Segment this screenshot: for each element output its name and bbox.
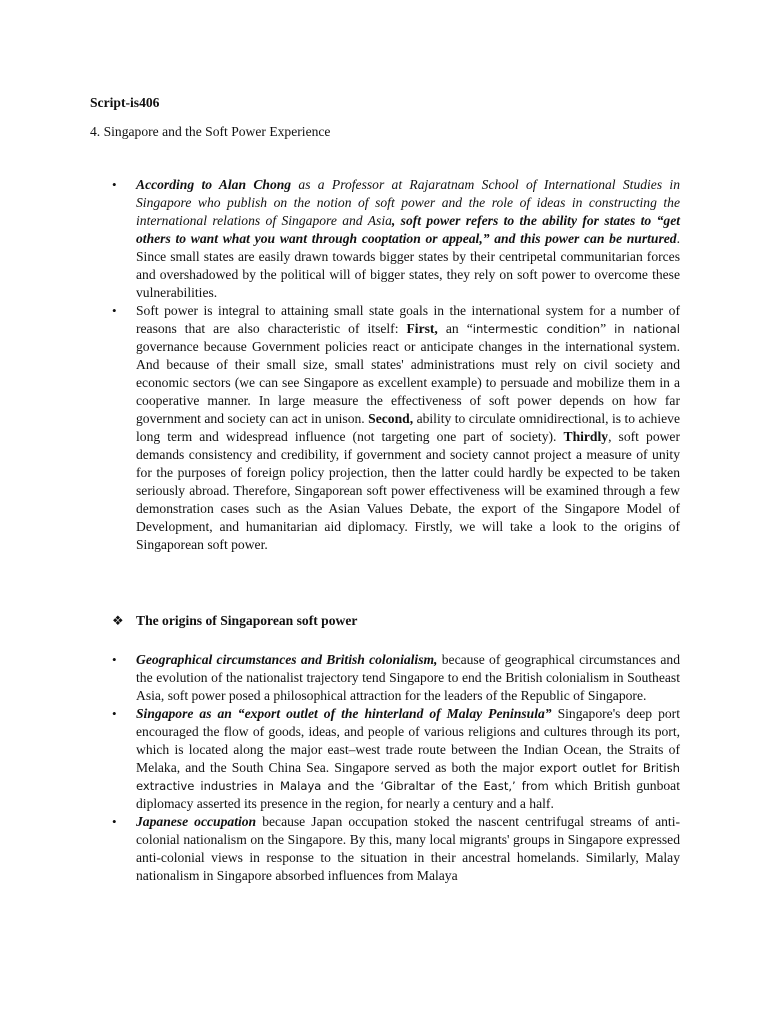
text-run: First, (406, 321, 438, 336)
bullet-text (136, 177, 680, 300)
bullet-dot-icon: • (112, 706, 117, 721)
text-run: in national (614, 322, 680, 336)
text-run: Geographical circumstances and British colonialism, (136, 652, 438, 667)
bullet-text (136, 706, 680, 811)
bullet-text (136, 652, 680, 703)
text-run: intermestic condition (472, 322, 601, 336)
bullet-text (136, 303, 680, 552)
bullet-dot-icon: • (112, 814, 117, 829)
bullet-dot-icon: • (112, 177, 117, 192)
text-run: Soft power is integral to attaining small state goals in the international system for a number of reasons that are also characteristic of itself: (136, 303, 680, 336)
text-run: , soft power refers to the ability for states to “get others to want what you want through cooptation or appeal,” and this power can be nurtured (136, 213, 680, 246)
subsection-heading-label: The origins of Singaporean soft power (136, 613, 358, 628)
bullet-item-export-outlet (0, 705, 768, 813)
section-heading: 4. Singapore and the Soft Power Experience (90, 124, 331, 139)
text-run: . Since small states are easily drawn towards bigger states by their centripetal communitarian forces and overshadowed by the political will of bigger states, they rely on soft power to overcome these vulnerabilities. (136, 231, 680, 300)
text-run: governance because Government policies react or anticipate changes in the international system. And because of their small size, small states' administrations must rely on civil society and economic sectors (we can see Singapore as excellent example) to persuade and mobilize them in a cooperative manner. In large measure the effectiveness of soft power depends on how far government and society can act in unison. (136, 339, 680, 426)
text-run: , soft power demands consistency and credibility, if government and society cannot project a measure of unity for the purposes of foreign policy projection, then the latter could hardly be expected to be taken seriously abroad. Therefore, Singaporean soft power effectiveness will be examined through a few demonstration cases such as the Asian Values Debate, the export of the Singapore Model of Development, and humanitarian aid diplomacy. Firstly, we will take a look to the origins of Singaporean soft power. (136, 429, 680, 552)
text-run: According to Alan Chong (136, 177, 292, 192)
section-bullet-list (0, 176, 768, 554)
text-run: as a Professor at Rajaratnam School of International Studies in Singapore who publish on the notion of soft power and the role of ideas in constructing the international relations of Singapore and Asia (136, 177, 681, 228)
text-run: because Japan occupation stoked the nascent centrifugal streams of anti-colonial nationalism on the Singapore. By this, many local migrants' groups in Singapore expressed anti-colonial views in response to the situation in their ancestral homelands. Similarly, Malay nationalism in Singapore absorbed influences from Malaya (136, 814, 681, 883)
document-title: Script-is406 (90, 95, 160, 110)
text-run: ” (600, 321, 615, 336)
bullet-item-alan-chong (0, 176, 768, 302)
bullet-text (136, 814, 680, 883)
text-run: Second, (368, 411, 414, 426)
bullet-item-japanese-occupation (0, 813, 768, 885)
text-run: Thirdly (563, 429, 609, 444)
text-run: Singapore as an “export outlet of the hinterland of Malay Peninsula” (136, 706, 552, 721)
text-run: Singapore's deep port encouraged the flow of goods, ideas, and people of various religions and cultures through its port, which is located along the major east–west trade route between the Indian Ocean, the Straits of Melaka, and the South China Sea. Singapore served as both the major (136, 706, 680, 775)
text-run: because of geographical circumstances and the evolution of the nationalist trajectory tend Singapore to end the British colonialism in Southeast Asia, soft power posed a philosophical attraction for the leaders of the Republic of Singapore. (136, 652, 680, 703)
text-run: ability to circulate omnidirectional, is to achieve long term and widespread influence (not targeting one part of society). (136, 411, 680, 444)
bullet-item-geographical (0, 651, 768, 705)
text-run: an “ (437, 321, 473, 336)
bullet-dot-icon: • (112, 652, 117, 667)
text-run: which British gunboat diplomacy asserted its presence in the region, for nearly a century and a half. (136, 778, 680, 811)
origins-bullet-list (0, 651, 768, 885)
diamond-bullet-icon: ❖ (112, 613, 124, 628)
bullet-dot-icon: • (112, 303, 117, 318)
text-run: export outlet for British extractive industries in Malaya and the ‘Gibraltar of the East,’ from (136, 761, 680, 793)
text-run: Japanese occupation (136, 814, 257, 829)
bullet-item-soft-power-integral (0, 302, 768, 554)
